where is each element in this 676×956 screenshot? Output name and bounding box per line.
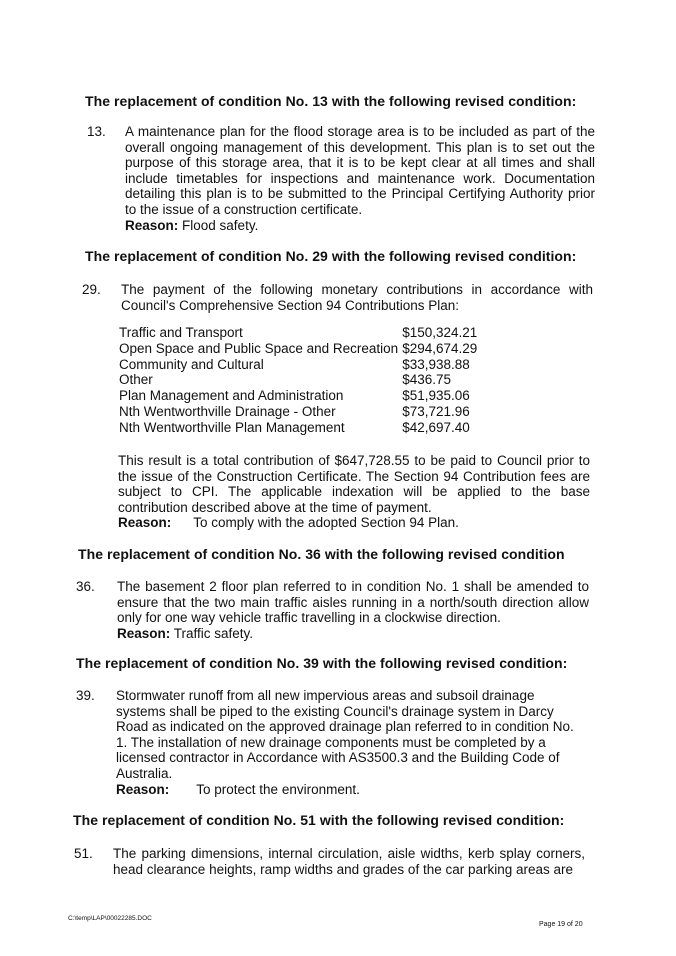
body-line: the issue of the Construction Certificate. The Section 94 Contribution fees are (118, 468, 590, 484)
contribution-amount: $42,697.40 (402, 419, 470, 435)
condition-body-13 (125, 124, 595, 233)
body-line: subject to CPI. The applicable indexation will be applied to the base (118, 484, 590, 500)
contribution-item: Community and Cultural (119, 356, 264, 372)
body-line: Council's Comprehensive Section 94 Contributions Plan: (121, 297, 460, 313)
body-line: contribution described above at the time of payment. (118, 499, 432, 515)
section-heading-51: The replacement of condition No. 51 with the following revised condition: (73, 812, 565, 828)
section-heading-36: The replacement of condition No. 36 with the following revised condition (78, 546, 565, 562)
body-line: head clearance heights, ramp widths and grades of the car parking areas are (113, 861, 574, 877)
reason-line (117, 626, 589, 642)
section-heading-39: The replacement of condition No. 39 with the following revised condition: (76, 655, 568, 671)
reason-line (116, 782, 586, 798)
reason-text: To comply with the adopted Section 94 Plan. (193, 515, 459, 531)
contribution-item: Other (119, 372, 153, 388)
body-line: A maintenance plan for the flood storage area is to be included as part of the (125, 124, 595, 139)
table-row (119, 388, 477, 404)
body-line: systems shall be piped to the existing Council's drainage system in Darcy (116, 703, 554, 719)
contribution-item: Traffic and Transport (119, 325, 243, 340)
reason-label: Reason: (116, 781, 170, 797)
body-line: The basement 2 floor plan referred to in condition No. 1 shall be amended to (117, 579, 589, 594)
body-line: purpose of this storage area, that it is to be kept clear at all times and shall (125, 155, 595, 171)
contribution-item: Nth Wentworthville Plan Management (119, 419, 345, 435)
body-line: Australia. (116, 765, 173, 781)
body-line: This result is a total contribution of $647,728.55 to be paid to Council prior to (118, 453, 590, 468)
body-line: Road as indicated on the approved drainage plan referred to in condition No. (116, 719, 574, 735)
condition-body-51 (113, 846, 585, 877)
body-line: ensure that the two main traffic aisles running in a north/south direction allow (117, 594, 589, 610)
body-line: detailing this plan is to be submitted to the Principal Certifying Authority prior (125, 186, 595, 202)
table-row (119, 357, 477, 373)
contributions-table (119, 325, 477, 436)
reason-text: To protect the environment. (196, 781, 360, 797)
table-row (119, 372, 477, 388)
condition-number-13: 13. (87, 124, 106, 139)
reason-text: Flood safety. (182, 217, 259, 233)
reason-text: Traffic safety. (173, 625, 254, 641)
contribution-amount: $294,674.29 (402, 340, 478, 356)
body-line: include timetables for inspections and maintenance work. Documentation (125, 170, 595, 186)
body-line: to the issue of a construction certificate. (125, 201, 363, 217)
reason-label: Reason: (118, 515, 172, 531)
body-line: The payment of the following monetary contributions in accordance with (121, 282, 593, 297)
contribution-amount: $51,935.06 (402, 388, 470, 404)
body-line: The parking dimensions, internal circulation, aisle widths, kerb splay corners, (113, 846, 585, 861)
body-line: 1. The installation of new drainage components must be completed by a (116, 734, 546, 750)
table-row (119, 341, 477, 357)
reason-line (125, 218, 595, 234)
contribution-amount: $33,938.88 (402, 356, 470, 372)
body-line: overall ongoing management of this development. This plan is to set out the (125, 139, 595, 155)
footer-page-number: Page 19 of 20 (539, 921, 583, 928)
condition-number-39: 39. (76, 688, 95, 703)
body-line: Stormwater runoff from all new impervious areas and subsoil drainage (116, 688, 535, 703)
condition-body-36 (117, 579, 589, 641)
reason-line (118, 515, 590, 531)
condition-number-51: 51. (74, 846, 93, 861)
section-heading-29: The replacement of condition No. 29 with the following revised condition: (85, 248, 577, 264)
footer-file-path: C:\temp\LAP\00022285.DOC (68, 915, 152, 922)
contribution-amount: $150,324.21 (402, 325, 478, 340)
section-heading-13: The replacement of condition No. 13 with the following revised condition: (85, 93, 577, 109)
condition-body-29 (121, 282, 593, 313)
table-row (119, 404, 477, 420)
condition-number-36: 36. (76, 579, 95, 594)
contribution-amount: $73,721.96 (402, 403, 470, 419)
condition-body-29-cont (118, 453, 590, 531)
condition-body-39 (116, 688, 586, 797)
contribution-item: Plan Management and Administration (119, 388, 344, 404)
contribution-item: Open Space and Public Space and Recreation (119, 340, 399, 356)
contribution-amount: $436.75 (402, 372, 452, 388)
condition-number-29: 29. (82, 282, 101, 297)
reason-label: Reason: (117, 625, 171, 641)
table-row (119, 420, 477, 436)
reason-label: Reason: (125, 217, 179, 233)
contribution-item: Nth Wentworthville Drainage - Other (119, 403, 336, 419)
body-line: only for one way vehicle traffic travelling in a clockwise direction. (117, 610, 501, 626)
table-row (119, 325, 477, 341)
body-line: licensed contractor in Accordance with AS3500.3 and the Building Code of (116, 750, 560, 766)
